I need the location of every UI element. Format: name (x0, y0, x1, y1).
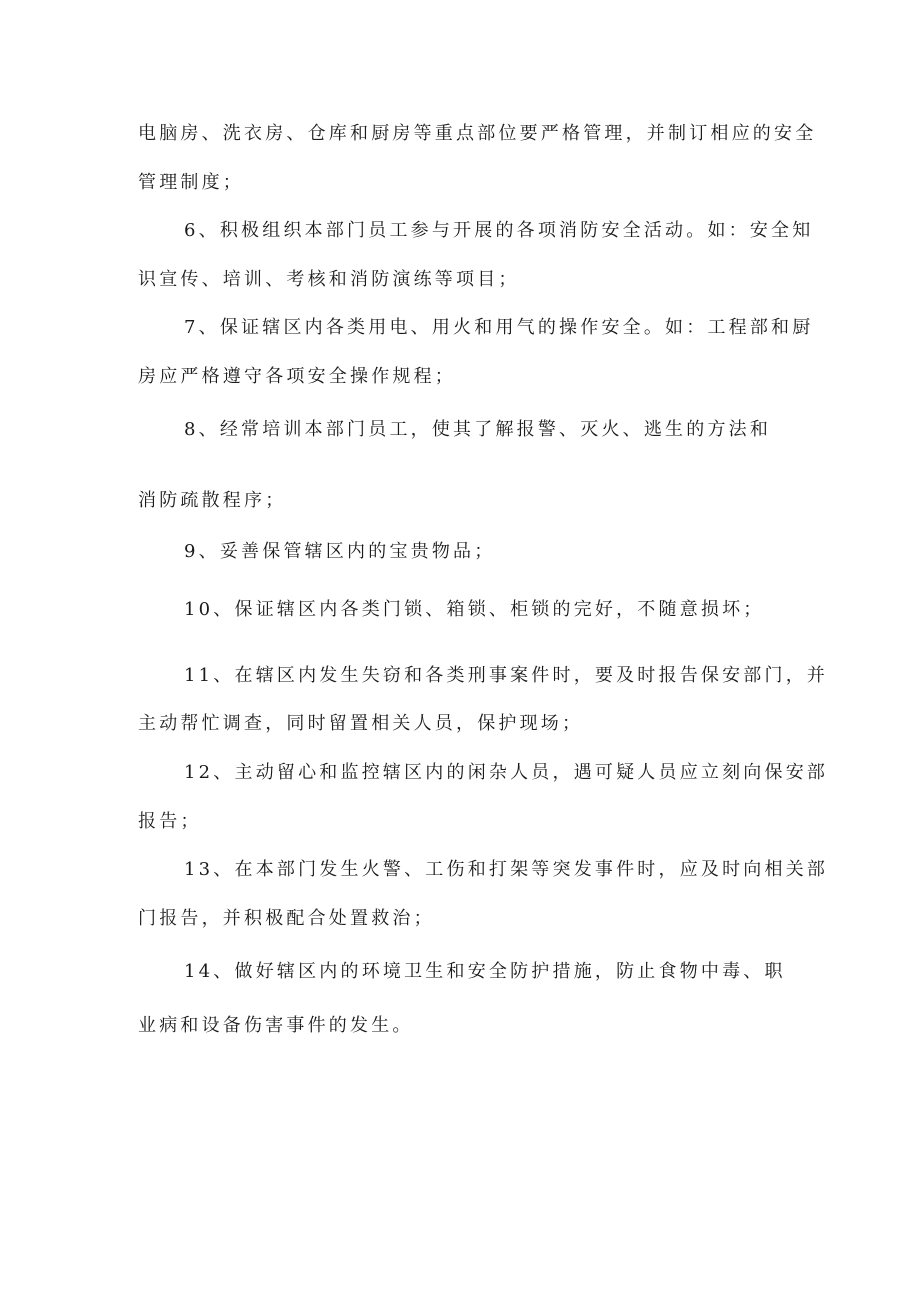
list-item-11: 11、在辖区内发生失窃和各类刑事案件时，要及时报告保安部门，并 (184, 665, 829, 686)
text-line: 报告； (138, 811, 202, 832)
list-item-14: 14、做好辖区内的环境卫生和安全防护措施，防止食物中毒、职 (184, 961, 786, 982)
text-line: 识宣传、培训、考核和消防演练等项目； (138, 269, 520, 290)
list-item-6: 6、积极组织本部门员工参与开展的各项消防安全活动。如：安全知 (184, 220, 814, 241)
text-line: 消防疏散程序； (138, 490, 287, 511)
list-item-8: 8、经常培训本部门员工，使其了解报警、灭火、逃生的方法和 (184, 419, 772, 440)
text-line: 电脑房、洗衣房、仓库和厨房等重点部位要严格管理，并制订相应的安全 (138, 123, 817, 144)
list-item-9: 9、妥善保管辖区内的宝贵物品； (184, 541, 496, 562)
text-line: 管理制度； (138, 172, 244, 193)
list-item-10: 10、保证辖区内各类门锁、箱锁、柜锁的完好，不随意损坏； (184, 599, 765, 620)
text-line: 主动帮忙调查，同时留置相关人员，保护现场； (138, 713, 584, 734)
text-line: 门报告，并积极配合处置救治； (138, 908, 435, 929)
text-line: 房应严格遵守各项安全操作规程； (138, 366, 456, 387)
text-line: 业病和设备伤害事件的发生。 (138, 1015, 414, 1036)
list-item-12: 12、主动留心和监控辖区内的闲杂人员，遇可疑人员应立刻向保安部 (184, 762, 829, 783)
list-item-7: 7、保证辖区内各类用电、用火和用气的操作安全。如：工程部和厨 (184, 317, 814, 338)
list-item-13: 13、在本部门发生火警、工伤和打架等突发事件时，应及时向相关部 (184, 859, 829, 880)
